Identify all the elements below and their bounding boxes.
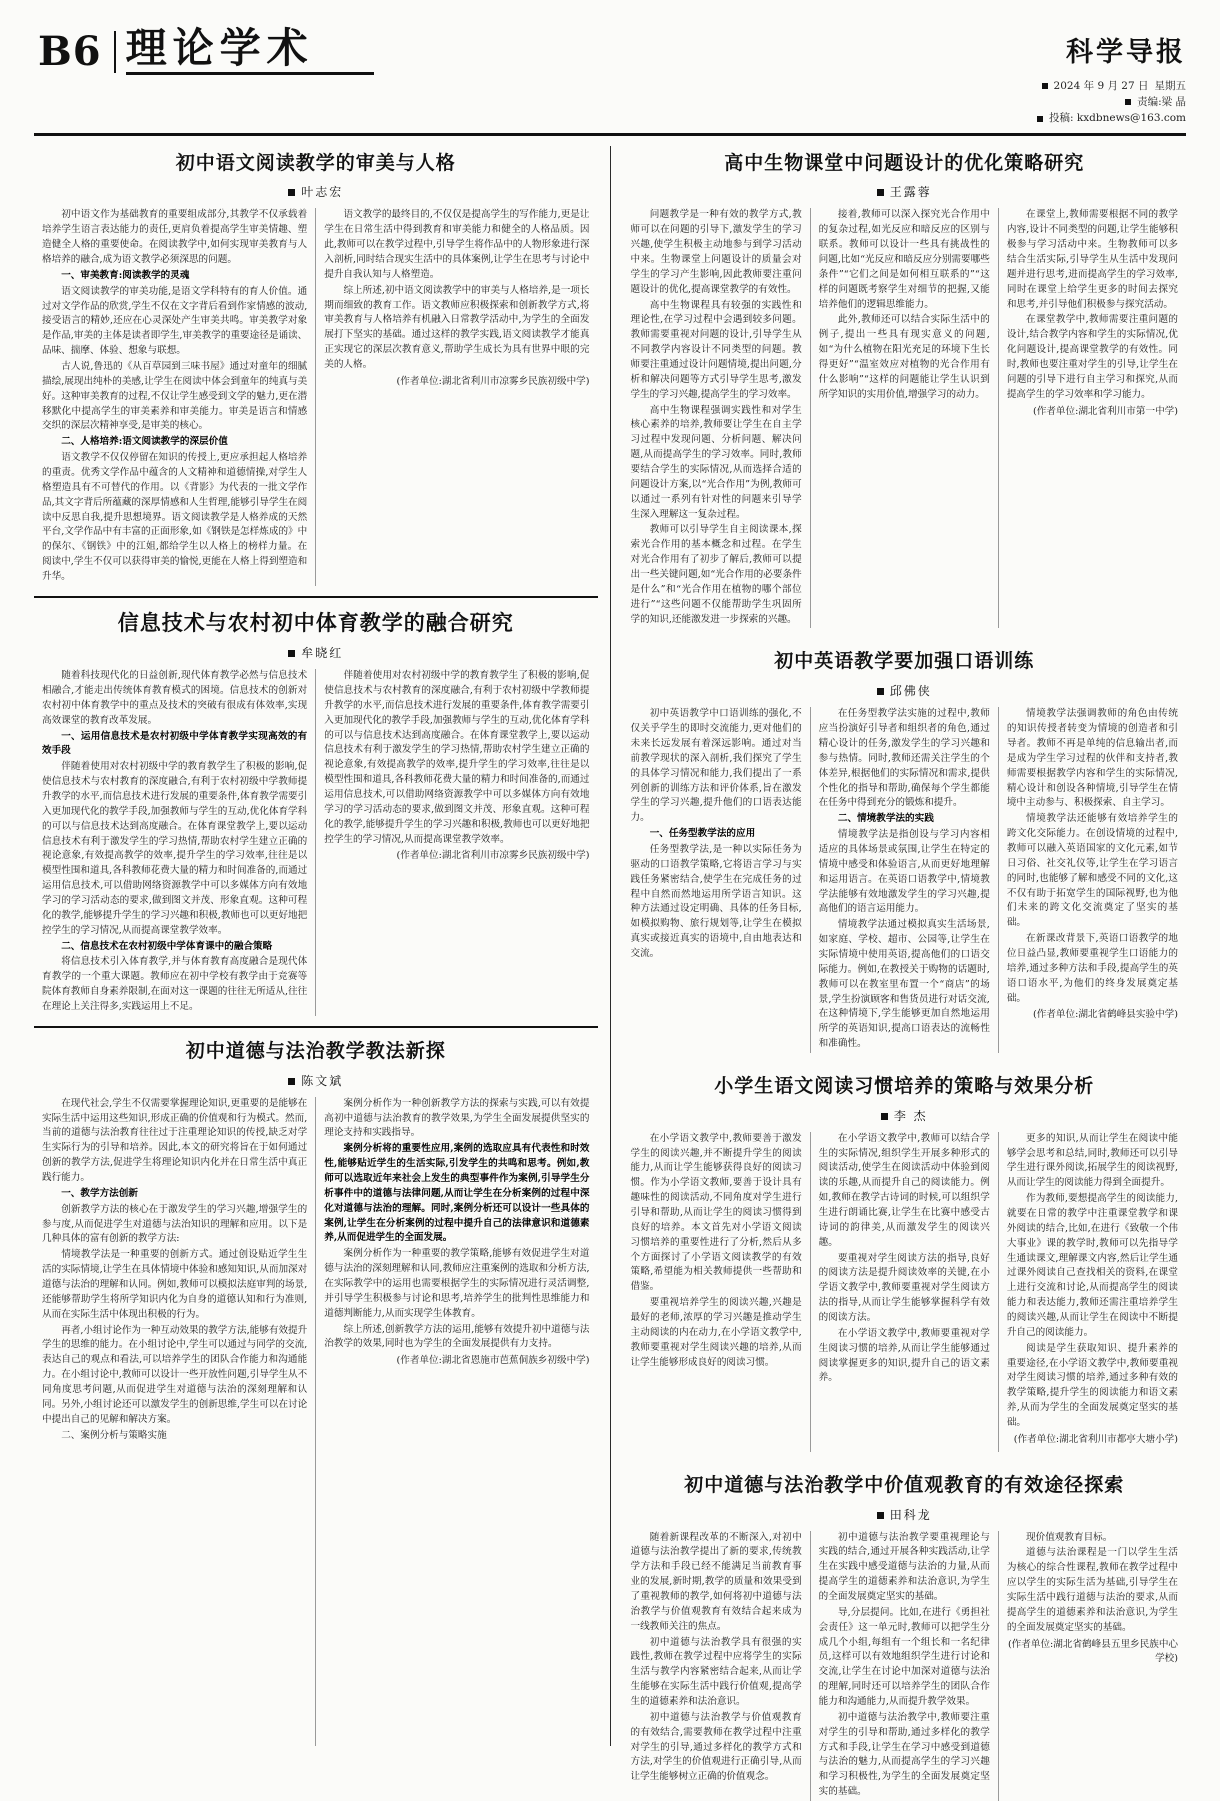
article-signature-7: (作者单位:湖北省鹤峰县五里乡民族中心学校) — [1007, 1638, 1179, 1665]
byline-bullet-icon — [288, 650, 295, 657]
article-author-4: 王露蓉 — [889, 185, 932, 200]
paragraph: 在小学语文教学中,教师可以结合学生的实际情况,组织学生开展多种形式的阅读活动,使学生在阅读活动中体验到阅读的乐趣,从而提升自己的阅读能力。例如,教师在教学古诗词的时候,可以组织学生进行朗诵比赛,让学生在比赛中感受古诗词的韵律美,从而激发学生的阅读兴趣。 — [818, 1132, 990, 1248]
square-bullet-icon — [1125, 99, 1131, 105]
article-3-col-2 — [316, 1097, 597, 1746]
subheading: 二、信息技术在农村初级中学体育课中的融合策略 — [61, 940, 273, 952]
paragraph: 在小学语文教学中,教师要重视对学生阅读习惯的培养,从而让学生能够通过阅读掌握更多的知识,提升自己的语文素养。 — [818, 1327, 990, 1384]
paragraph: 此外,教师还可以结合实际生活中的例子,提出一些具有现实意义的问题,如“为什么植物在阳光充足的环境下生长得更好”“温室效应对植物的光合作用有什么影响”“这样的问题能让学生认识到所学知识的实用价值,增强学习的动力。 — [818, 314, 990, 400]
subheading: 一、教学方法创新 — [61, 1187, 138, 1199]
article-signature-6: (作者单位:湖北省利川市都亭大塘小学) — [1013, 1433, 1179, 1445]
article-5-col-2 — [811, 707, 998, 1053]
article-7-col-3 — [999, 1531, 1186, 1801]
paragraph: 综上所述,初中语文阅读教学中的审美与人格培养,是一项长期而细致的教育工作。语文教师应积极探索和创新教学方式,将审美教育与人格培养有机融入日常教学活动中,为学生的全面发展打下坚实的基础。通过这样的教学实践,语文阅读教学才能真正实现它的深层次教育意义,帮助学生成长为具有世界中眼的完美的人格。 — [324, 284, 590, 370]
left-half — [34, 146, 598, 1746]
article-6-col-2 — [811, 1132, 998, 1452]
article-3-columns — [34, 1097, 598, 1746]
article-6-col-3 — [999, 1132, 1186, 1452]
paragraph: 在课堂教学中,教师需要注重问题的设计,结合教学内容和学生的实际情况,优化问题设计,提高课堂教学的有效性。同时,教师也要注重对学生的引导,让学生在问题的引导下进行自主学习和探究,从而提高学生的学习效率和学习能力。 — [1006, 314, 1179, 400]
paragraph: 高中生物课程强调实践性和对学生核心素养的培养,教师要让学生在自主学习过程中发现问题、分析问题、解决问题,从而提高学生的学习效率。同时,教师要结合学生的实际情况,从而选择合适的问题设计方案,以“光合作用”为例,教师可以通过一系列有针对性的问题来引导学生深入理解这一复杂过程。 — [630, 404, 802, 520]
paragraph: 将信息技术引入体育教学,并与体育教育高度融合是现代体育教学的一个重大课题。教师应在初中学校有教学由于竞赛等院体育教师自身素养限制,在面对这一课题的往往无所适从,往往在理论上关注得多,实践运用上不足。 — [42, 956, 308, 1013]
article-4-col-3 — [999, 208, 1186, 628]
submission-email: 投稿: kxdbnews@163.com — [1049, 112, 1186, 125]
article-title-1: 初中语文阅读教学的审美与人格 — [175, 151, 456, 174]
page-number-block — [34, 27, 114, 75]
article-divider — [34, 1026, 598, 1028]
paragraph: 更多的知识,从而让学生在阅读中能够学会思考和总结,同时,教师还可以引导学生进行课外阅读,拓展学生的阅读视野,从而让学生的阅读能力得到全面提升。 — [1006, 1132, 1179, 1189]
article-7-col-2 — [811, 1531, 998, 1801]
right-half — [623, 146, 1187, 1798]
paragraph: 案例分析作为一种重要的教学策略,能够有效促进学生对道德与法治的深刻理解和认同,教师应注重案例的选取和分析方法,在实际教学中的运用也需要根据学生的实际情况进行灵活调整,并引导学生积极参与讨论和思考,培养学生的批判性思维能力和道德判断能力,从而实现学生体教育。 — [324, 1248, 590, 1319]
masthead-divider — [114, 31, 116, 73]
article-4-col-2 — [811, 208, 998, 628]
paragraph: 道德与法治课程是一门以学生生活为核心的综合性课程,教师在教学过程中应以学生的实际生活为基础,引导学生在实际生活中践行道德与法治的要求,从而提高学生的道德素养和法治意识,为学生的全面发展奠定坚实的基础。 — [1006, 1547, 1179, 1633]
paragraph: 在新课改背景下,英语口语教学的地位日益凸显,教师要重视学生口语能力的培养,通过多种方法和手段,提高学生的英语口语水平,为他们的终身发展奠定基础。 — [1006, 933, 1179, 1004]
weekday: 星期五 — [1154, 79, 1186, 92]
subheading: 二、情境教学法的实践 — [837, 813, 934, 825]
paragraph: 二、案例分析与策略实施 — [61, 1429, 167, 1441]
subheading: 一、审美教育:阅读教学的灵魂 — [61, 269, 190, 281]
article-byline-7 — [623, 1506, 1187, 1523]
masthead-submit-row — [1037, 110, 1186, 126]
paragraph: 语文教学的最终目的,不仅仅是提高学生的写作能力,更是让学生在日常生活中得到教育和审美能力和健全的人格品质。因此,教师可以在教学过程中,引导学生将作品中的人物形象进行深入剖析,同时结合现实生活中的具体案例,让学生在思考与讨论中提升自我认知与人格塑造。 — [324, 209, 590, 280]
article-author-7: 田科龙 — [889, 1507, 932, 1522]
article-byline-1 — [34, 183, 598, 200]
paragraph: 初中英语教学中口语训练的强化,不仅关乎学生的即时交流能力,更对他们的未来长远发展有着深远影响。通过对当前教学现状的深入剖析,我们探究了学生的具体学习情况和能力,我们提出了一系列创新的训练方法和评价体系,旨在激发学生的学习兴趣,提升他们的口语表达能力。 — [630, 708, 802, 824]
article-author-1: 叶志宏 — [301, 185, 344, 200]
paragraph: 古人说,鲁迅的《从百草园到三味书屋》通过对童年的细腻描绘,展现出纯朴的美感,让学生在阅读中体会到童年的纯真与美好。这种审美教育的过程,不仅让学生感受到文学的魅力,更在潜移默化中提高学生的审美素养和审美能力。审美是语言和情感交织的深层次精神享受,是审美的核心。 — [42, 360, 308, 432]
paragraph: 作为教师,要想提高学生的阅读能力,就要在日常的教学中注重课堂教学和课外阅读的结合,比如,在进行《致敬一个伟大事业》课的教学时,教师可以先指导学生通读课文,理解课文内容,然后让学生通过课外阅读自己查找相关的资料,在课堂上进行交流和讨论,从而提高学生的阅读能力和表达能力,教师还需注重培养学生的阅读兴趣,从而让学生在阅读中不断提升自己的阅读能力。 — [1006, 1193, 1179, 1338]
publish-date: 2024 年 9 月 27 日 — [1053, 79, 1149, 92]
subheading: 案例分析将的重要性应用,案例的选取应具有代表性和时效性,能够贴近学生的生活实际,引发学生的共鸣和思考。例如,教师可以选取近年来社会上发生的典型事件作为案例,引导学生分析事件中的道德与法律问题,从而让学生在分析案例的过程中深化对道德与法治的理解。同时,案例分析还可以设计一些具体的案例,让学生在分析案例的过程中提升自己的法律意识和道德素养,从而促进学生的全面发展。 — [324, 1143, 590, 1244]
paragraph: 阅读是学生获取知识、提升素养的重要途径,在小学语文教学中,教师要重视对学生阅读习惯的培养,通过多种有效的教学策略,提升学生的阅读能力和语文素养,从而为学生的全面发展奠定坚实的基础。 — [1006, 1342, 1179, 1429]
article-title-5: 初中英语教学要加强口语训练 — [774, 650, 1035, 673]
paragraph: 综上所述,创新教学方法的运用,能够有效提升初中道德与法治教学的效果,同时也为学生的全面发展提供有力支持。 — [324, 1323, 590, 1350]
article-7-columns — [623, 1531, 1187, 1801]
paragraph: 初中语文作为基础教育的重要组成部分,其教学不仅承载着培养学生语言表达能力的责任,更肩负着提高学生审美情趣、塑造健全人格的重要使命。在阅读教学中,如何实现审美教育与人格培养的融合,成为语文教学必须深思的问题。 — [42, 209, 308, 265]
masthead-left — [34, 24, 374, 75]
article-byline-4 — [623, 183, 1187, 200]
subheading: 一、任务型教学法的应用 — [649, 828, 756, 840]
article-signature-5: (作者单位:湖北省鹤峰县实验中学) — [1032, 1009, 1179, 1021]
paragraph: 初中道德与法治教学具有很强的实践性,教师在教学过程中应将学生的实际生活与教学内容紧密结合起来,从而让学生能够在实际生活中践行价值观,提高学生的道德素养和法治意识。 — [630, 1636, 802, 1707]
page-columns — [34, 146, 1186, 1798]
article-author-5: 邱佛侠 — [889, 684, 932, 699]
paragraph: 情境教学法通过模拟真实生活场景,如家庭、学校、超市、公园等,让学生在实际情境中使用英语,提高他们的口语交际能力。例如,在教授关于购物的话题时,教师可以在教室里布置一个“商店”的场景,学生扮演顾客和售货员进行对话交流,在这种情境下,学生能够更加自然地运用所学的英语知识,提高口语表达的流畅性和准确性。 — [818, 919, 990, 1050]
paragraph: 在任务型教学法实施的过程中,教师应当扮演好引导者和组织者的角色,通过精心设计的任务,激发学生的学习兴趣和参与热情。同时,教师还需关注学生的个体差异,根据他们的实际情况和需求,提供个性化的指导和帮助,确保每个学生都能在任务中得到充分的锻炼和提升。 — [818, 708, 990, 809]
paragraph: 随着科技现代化的日益创新,现代体育教学必然与信息技术相融合,才能走出传统体育教育模式的困境。信息技术的创新对农村初中体育教学中的重点及技术的突破有很成有体效率,实现高效课堂的教育改革发展。 — [42, 670, 308, 726]
article-6-columns — [623, 1132, 1187, 1452]
page-number: B6 — [38, 27, 102, 75]
section-title-rule — [126, 72, 374, 75]
article-byline-2 — [34, 644, 598, 661]
byline-bullet-icon — [877, 1512, 884, 1519]
article-7-col-1 — [623, 1531, 810, 1801]
article-divider — [34, 596, 598, 598]
byline-bullet-icon — [877, 189, 884, 196]
paragraph: 语文阅读教学的审美功能,是语文学科特有的育人价值。通过对文学作品的欣赏,学生不仅在文字背后看到作家情感的波动,接受语言的精妙,还应在心灵深处产生审美共鸣。审美教学对象是作品,审美的主体是读者即学生,审美教学的重要途径是诵读、品味、揣摩、体验、想象与联想。 — [42, 285, 308, 357]
paragraph: 初中道德与法治教学与价值观教育的有效结合,需要教师在教学过程中注重对学生的引导,通过多样化的教学方式和方法,对学生的价值观进行正确引导,从而让学生能够树立正确的价值观念。 — [630, 1711, 802, 1783]
paragraph: 创新教学方法的核心在于激发学生的学习兴趣,增强学生的参与度,从而促进学生对道德与法治知识的理解和应用。以下是几种具体的富有创新的教学方法: — [42, 1203, 308, 1245]
article-author-3: 陈文斌 — [301, 1073, 344, 1088]
article-signature-4: (作者单位:湖北省利川市第一中学) — [1032, 405, 1179, 417]
editor-credit: 责编:梁 晶 — [1137, 96, 1186, 109]
paragraph: 接着,教师可以深入探究光合作用中的复杂过程,如光反应和暗反应的区别与联系。教师可以设计一些具有挑战性的问题,比如“光反应和暗反应分别需要哪些条件”“它们之间是如何相互联系的”“这样的问题既考察学生对细节的把握,又能培养他们的逻辑思维能力。 — [818, 209, 990, 310]
paragraph: 伴随着使用对农村初级中学的教育教学生了积极的影响,促使信息技术与农村教育的深度融合,有利于农村初级中学教师提升教学的水平,而信息技术进行发展的重要条件,体育教学需要引入更加现代化的教学手段,加强教师与学生的互动,优化体育学科的可以与信息技术达到高度融合。在体育课堂教学上,要以运动信息技术有利于激发学生的学习热情,帮助农村学生建立正确的视论意象,有效提高教学的效率,提升学生的学习效率,往往是以模型性围和道具,各科教师花费大量的精力和时间准备的,而通过运用信息技术,可以借助网络资源教学中可以多媒体方向有效地学习的学习活动态的要求,做到图文并茂、形象直观。这种可程化的教学,能够提升学生的学习兴趣和积极,教师也可以更好地把控学生的学习情况,从而提高课堂教学效率。 — [42, 761, 308, 936]
masthead-date-row — [1037, 78, 1186, 94]
article-title-2: 信息技术与农村初中体育教学的融合研究 — [117, 610, 514, 635]
article-6-col-1 — [623, 1132, 810, 1452]
article-author-6: 李 杰 — [893, 1108, 928, 1123]
article-title-7: 初中道德与法治教学中价值观教育的有效途径探索 — [684, 1473, 1125, 1496]
article-5-col-3 — [999, 707, 1186, 1053]
paragraph: 在现代社会,学生不仅需要掌握理论知识,更重要的是能够在实际生活中运用这些知识,形成正确的价值观和行为模式。然而,当前的道德与法治教育往往过于注重理论知识的传授,缺乏对学生实际行为的引导和培养。因此,本文的研究将旨在于如何通过创新的教学方法,促进学生将理论知识内化并在日常生活中真正践行能力。 — [42, 1097, 308, 1183]
article-2-columns — [34, 669, 598, 1016]
article-3-col-1 — [34, 1097, 315, 1746]
article-1-col-1 — [34, 208, 315, 585]
article-5-columns — [623, 707, 1187, 1053]
paragraph: 任务型教学法,是一种以实际任务为驱动的口语教学策略,它将语言学习与实践任务紧密结合,使学生在完成任务的过程中自然而然地运用所学语言知识。这种方法通过设定明确、具体的任务目标,如模拟购物、旅行规划等,让学生在模拟真实或接近真实的语境中,自由地表达和交流。 — [630, 843, 802, 959]
byline-bullet-icon — [288, 189, 295, 196]
article-byline-6 — [623, 1107, 1187, 1124]
article-signature-1: (作者单位:湖北省利川市凉雾乡民族初级中学) — [396, 375, 590, 387]
paragraph: 初中道德与法治教学中,教师要注重对学生的引导和帮助,通过多样化的教学方式和手段,让学生在学习中感受到道德与法治的魅力,从而提高学生的学习兴趣和学习积极性,为学生的全面发展奠定坚实的基础。 — [818, 1711, 990, 1798]
paragraph: 语文教学不仅仅停留在知识的传授上,更应承担起人格培养的重责。优秀文学作品中蕴含的人文精神和道德情操,对学生人格塑造具有不可替代的作用。以《背影》为代表的一批文学作品,其文字背后所蕴藏的深厚情感和人生哲理,能够引导学生在阅读中反思自我,提升思想境界。语文阅读教学是人格养成的天然平台,文学作品中有丰富的正面形象,如《钢铁是怎样炼成的》中的保尔、《钢铁》中的江姐,都给学生以人格上的榜样力量。在阅读中,学生不仅可以获得审美的愉悦,更能在人格上得到塑造和升华。 — [42, 452, 308, 583]
paragraph: 要重视对学生阅读方法的指导,良好的阅读方法是提升阅读效率的关键,在小学语文教学中,教师要重视对学生阅读方法的指导,从而让学生能够掌握科学有效的阅读方法。 — [818, 1252, 990, 1324]
paragraph: 案例分析作为一种创新教学方法的探索与实践,可以有效提高初中道德与法治教育的教学效果,为学生全面发展提供坚实的理论支持和实践指导。 — [324, 1097, 590, 1139]
article-1-col-2 — [316, 208, 597, 585]
paragraph: 问题教学是一种有效的教学方式,教师可以在问题的引导下,激发学生的学习兴趣,使学生积极主动地参与到学习活动中来。生物课堂上问题设计的质量会对学生的学习产生影响,因此教师要注重问题设计的优化,提高课堂教学的有效性。 — [630, 209, 802, 295]
article-title-6: 小学生语文阅读习惯培养的策略与效果分析 — [714, 1074, 1095, 1097]
paragraph: 初中道德与法治教学要重视理论与实践的结合,通过开展各种实践活动,让学生在实践中感受道德与法治的力量,从而提高学生的道德素养和法治意识,为学生的全面发展奠定坚实的基础。 — [818, 1531, 990, 1602]
article-title-3: 初中道德与法治教学教法新探 — [185, 1039, 446, 1062]
byline-bullet-icon — [881, 1113, 888, 1120]
paragraph: 情境教学法是指创设与学习内容相适应的具体场景或氛围,让学生在特定的情境中感受和体验语言,从而更好地理解和运用语言。在英语口语教学中,情境教学法能够有效地激发学生的学习兴趣,提高他们的语言运用能力。 — [818, 829, 990, 915]
section-title-block — [125, 24, 374, 75]
article-4-col-1 — [623, 208, 810, 628]
article-1-columns — [34, 208, 598, 585]
section-title: 理论学术 — [125, 24, 314, 72]
square-bullet-icon — [1037, 116, 1043, 122]
newspaper-brand: 科学导报 — [1066, 37, 1186, 68]
paragraph: 导,分层提问。比如,在进行《勇担社会责任》这一单元时,教师可以把学生分成几个小组,每组有一个组长和一名纪律员,这样可以有效地组织学生进行讨论和交流,让学生在讨论中加深对道德与法治的理解,同时还可以培养学生的团队合作能力和沟通能力,从而提升教学效果。 — [818, 1606, 990, 1707]
paragraph: 随着新课程改革的不断深入,对初中道德与法治教学提出了新的要求,传统教学方法和手段已经不能满足当前教育事业的发展,新时期,教学的质量和效果受到了重视教师的教学,如何将初中道德与法治教学与价值观教育有效结合起来成为一线教师关注的焦点。 — [630, 1531, 802, 1632]
article-4-columns — [623, 208, 1187, 628]
article-title-4: 高中生物课堂中问题设计的优化策略研究 — [724, 151, 1085, 174]
half-divider — [610, 146, 611, 1746]
article-byline-3 — [34, 1072, 598, 1089]
article-2-col-2 — [316, 669, 597, 1016]
article-signature-3: (作者单位:湖北省恩施市芭蕉侗族乡初级中学) — [396, 1355, 590, 1367]
paragraph: 要重视培养学生的阅读兴趣,兴趣是最好的老师,浓厚的学习兴趣是推动学生主动阅读的内在动力,在小学语文教学中,教师要重视对学生阅读兴趣的培养,从而让学生能够形成良好的阅读习惯。 — [630, 1297, 802, 1368]
paragraph: 情境教学法强调教师的角色由传统的知识传授者转变为情境的创造者和引导者。教师不再是单纯的信息输出者,而是成为学生学习过程的伙伴和支持者,教师需要根据教学内容和学生的实际情况,精心设计和创设各种情境,引导学生在情境中主动参与、积极探索、自主学习。 — [1006, 708, 1179, 809]
paragraph: 高中生物课程具有较强的实践性和理论性,在学习过程中会遇到较多问题。教师需要重视对问题的设计,引导学生从不同教学内容设计不同类型的问题。教师要注重通过设计问题情境,提出问题,分析和解决问题等方式引导学生思考,激发学生的学习兴趣,提高学生的学习效率。 — [630, 299, 802, 400]
paragraph: 情境教学法还能够有效培养学生的跨文化交际能力。在创设情境的过程中,教师可以融入英语国家的文化元素,如节日习俗、社交礼仪等,让学生在学习语言的同时,也能够了解和感受不同的文化,这不仅有助于拓宽学生的国际视野,也为他们未来的跨文化交流奠定了坚实的基础。 — [1006, 813, 1179, 929]
article-5-col-1 — [623, 707, 810, 1053]
byline-bullet-icon — [877, 688, 884, 695]
subheading: 一、运用信息技术是农村初级中学体育教学实现高效的有效手段 — [42, 730, 308, 757]
paragraph: 现价值观教育目标。 — [1026, 1531, 1113, 1543]
paragraph: 情境教学法是一种重要的创新方式。通过创设贴近学生生活的实际情境,让学生在具体情境中体验和感知知识,从而加深对道德与法治的理解和认同。例如,教师可以模拟法庭审判的场景,还能够帮助学生将所学知识内化为自身的道德认知和行为准则,从而在实际生活中体现出积极的行为。 — [42, 1249, 308, 1320]
paragraph: 伴随着使用对农村初级中学的教育教学生了积极的影响,促使信息技术与农村教育的深度融合,有利于农村初级中学教师提升教学的水平,而信息技术进行发展的重要条件,体育教学需要引入更加现代化的教学手段,加强教师与学生的互动,优化体育学科的可以与信息技术达到高度融合。在体育课堂教学上,要以运动信息技术有利于激发学生的学习热情,帮助农村学生建立正确的视论意象,有效提高教学的效率,提升学生的学习效率,往往是以模型性围和道具,各科教师花费大量的精力和时间准备的,而通过运用信息技术,可以借助网络资源教学中可以多媒体方向有效地学习的学习活动态的要求,做到图文并茂、形象直观。这种可程化的教学,能够提升学生的学习兴趣和积极,教师也可以更好地把控学生的学习情况,从而提高课堂教学效率。 — [324, 670, 590, 845]
masthead — [34, 24, 1186, 136]
article-author-2: 牟晓红 — [301, 646, 344, 661]
byline-bullet-icon — [288, 1078, 295, 1085]
masthead-editor-row — [1037, 94, 1186, 110]
paragraph: 教师可以引导学生自主阅读课本,探索光合作用的基本概念和过程。在学生对光合作用有了初步了解后,教师可以提出一些关键问题,如“光合作用的必要条件是什么”和“光合作用在植物的哪个部位进行”“这些问题不仅能帮助学生巩固所学的知识,还能激发进一步探索的兴趣。 — [630, 524, 802, 625]
article-2-col-1 — [34, 669, 315, 1016]
article-signature-2: (作者单位:湖北省利川市凉雾乡民族初级中学) — [396, 850, 590, 862]
paragraph: 再者,小组讨论作为一种互动效果的教学方法,能够有效提升学生的思维的能力。在小组讨论中,学生可以通过与同学的交流,表达自己的观点和看法,可以培养学生的团队合作能力和沟通能力。在小组讨论中,教师可以设计一些开放性问题,引导学生从不同角度思考问题,从而促进学生对道德与法治的深刻理解和认同。另外,小组讨论还可以激发学生的创新思维,学生可以在讨论中提出自己的见解和解决方案。 — [42, 1324, 308, 1425]
paragraph: 在小学语文教学中,教师要善于激发学生的阅读兴趣,并不断提升学生的阅读能力,从而让学生能够获得良好的阅读习惯。作为小学语文教师,要善于设计具有趣味性的阅读活动,不同角度对学生进行引导和帮助,从而让学生的阅读习惯得到良好的培养。本文首先对小学语文阅读习惯培养的重要性进行了分析,然后从多个方面探讨了小学语文阅读教学的有效策略,希望能为相关教师提供一些帮助和借鉴。 — [630, 1132, 802, 1293]
subheading: 二、人格培养:语文阅读教学的深层价值 — [61, 436, 228, 448]
article-byline-5 — [623, 682, 1187, 699]
masthead-right — [1037, 28, 1186, 127]
paragraph: 在课堂上,教师需要根据不同的教学内容,设计不同类型的问题,让学生能够积极参与学习活动中来。生物教师可以多结合生活实际,引导学生从生活中发现问题并进行思考,进而提高学生的学习效率,同时在课堂上给学生更多的时间去探究和思考,并引导他们积极参与探究活动。 — [1006, 209, 1179, 310]
square-bullet-icon — [1042, 83, 1048, 89]
